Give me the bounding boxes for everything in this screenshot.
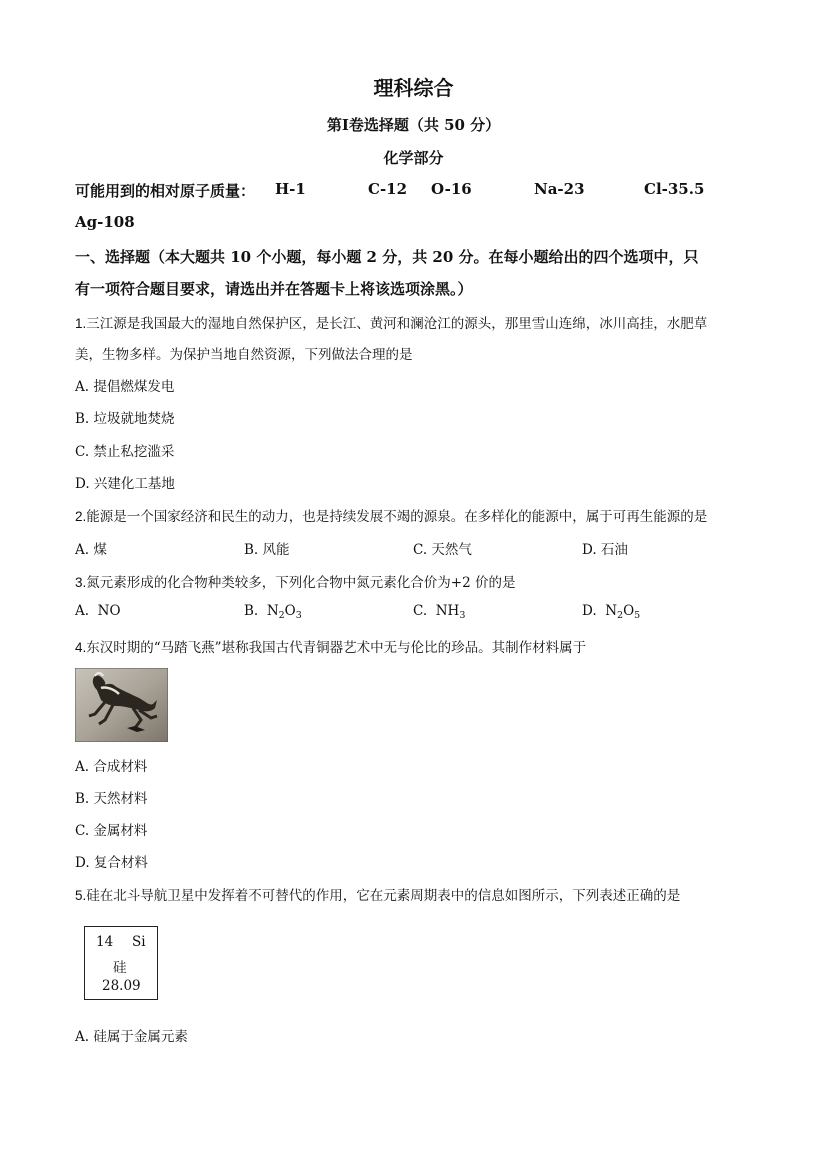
- mass-item: Na-23: [534, 180, 585, 198]
- option: C. 禁止私挖滥采: [75, 444, 175, 460]
- option: B. 天然材料: [75, 791, 148, 807]
- question-stem: [75, 884, 680, 904]
- option: D. 复合材料: [75, 855, 148, 871]
- part-heading: 化学部分: [383, 149, 444, 167]
- question-stem: [75, 636, 586, 656]
- question-text: 氮元素形成的化合物种类较多，下列化合物中氮元素化合价为+2 价的是: [86, 575, 516, 591]
- option: C. 天然气: [413, 542, 472, 558]
- question-stem: [75, 505, 707, 525]
- element-symbol: Si: [132, 934, 146, 950]
- option: B. 垃圾就地焚烧: [75, 411, 175, 427]
- mass-item: H-1: [275, 180, 306, 198]
- mass-item: C-12: [368, 180, 408, 198]
- option: C. $NH_3$: [413, 603, 466, 621]
- mass-item: Cl-35.5: [644, 180, 705, 198]
- question-number: 2.: [75, 509, 87, 524]
- question-text: 能源是一个国家经济和民生的动力，也是持续发展不竭的源泉。在多样化的能源中，属于可再生能源的是: [86, 509, 708, 525]
- question-text: 美，生物多样。为保护当地自然资源，下列做法合理的是: [75, 347, 413, 363]
- masses-label: 可能用到的相对原子质量：: [75, 182, 256, 200]
- periodic-table-cell: [84, 926, 158, 1000]
- question-number: 1.: [75, 316, 87, 331]
- mass-item: Ag-108: [75, 213, 135, 231]
- section-intro-line: 有一项符合题目要求，请选出并在答题卡上将该选项涂黑。）: [75, 280, 473, 298]
- option: D. 石油: [582, 542, 628, 558]
- question-text: 硅在北斗导航卫星中发挥着不可替代的作用，它在元素周期表中的信息如图所示，下列表述正确的是: [86, 888, 681, 904]
- option: A. 提倡燃煤发电: [75, 379, 175, 395]
- option: A. 煤: [75, 542, 107, 558]
- question-stem: [75, 571, 515, 591]
- option: A. NO: [75, 603, 121, 619]
- section-intro-line: 一、选择题（本大题共 10 个小题，每小题 2 分，共 20 分。在每小题给出的四个选项中，只: [75, 248, 699, 266]
- option: C. 金属材料: [75, 823, 148, 839]
- question-number: 3.: [75, 575, 87, 590]
- question-number: 5.: [75, 888, 87, 903]
- atomic-number: 14: [96, 934, 114, 950]
- option: A. 合成材料: [75, 759, 148, 775]
- option: D. 兴建化工基地: [75, 476, 175, 492]
- question-stem: [75, 312, 707, 332]
- option: A. 硅属于金属元素: [75, 1029, 188, 1045]
- section-heading: 第Ⅰ卷选择题（共 50 分）: [326, 116, 501, 134]
- option: B. 风能: [244, 542, 290, 558]
- option: D. $N_2O_5$: [582, 603, 641, 621]
- page-title: 理科综合: [373, 76, 454, 100]
- element-name: 硅: [113, 960, 127, 976]
- question-number: 4.: [75, 640, 87, 655]
- question-text: 三江源是我国最大的湿地自然保护区，是长江、黄河和澜沧江的源头，那里雪山连绵，冰川高挂，水肥草: [86, 316, 708, 332]
- option: B. $N_2O_3$: [244, 603, 302, 621]
- bronze-galloping-horse-photo: [75, 668, 168, 742]
- mass-item: O-16: [431, 180, 472, 198]
- atomic-mass: 28.09: [102, 978, 141, 994]
- question-text: 东汉时期的“马踏飞燕”堪称我国古代青铜器艺术中无与伦比的珍品。其制作材料属于: [86, 640, 587, 656]
